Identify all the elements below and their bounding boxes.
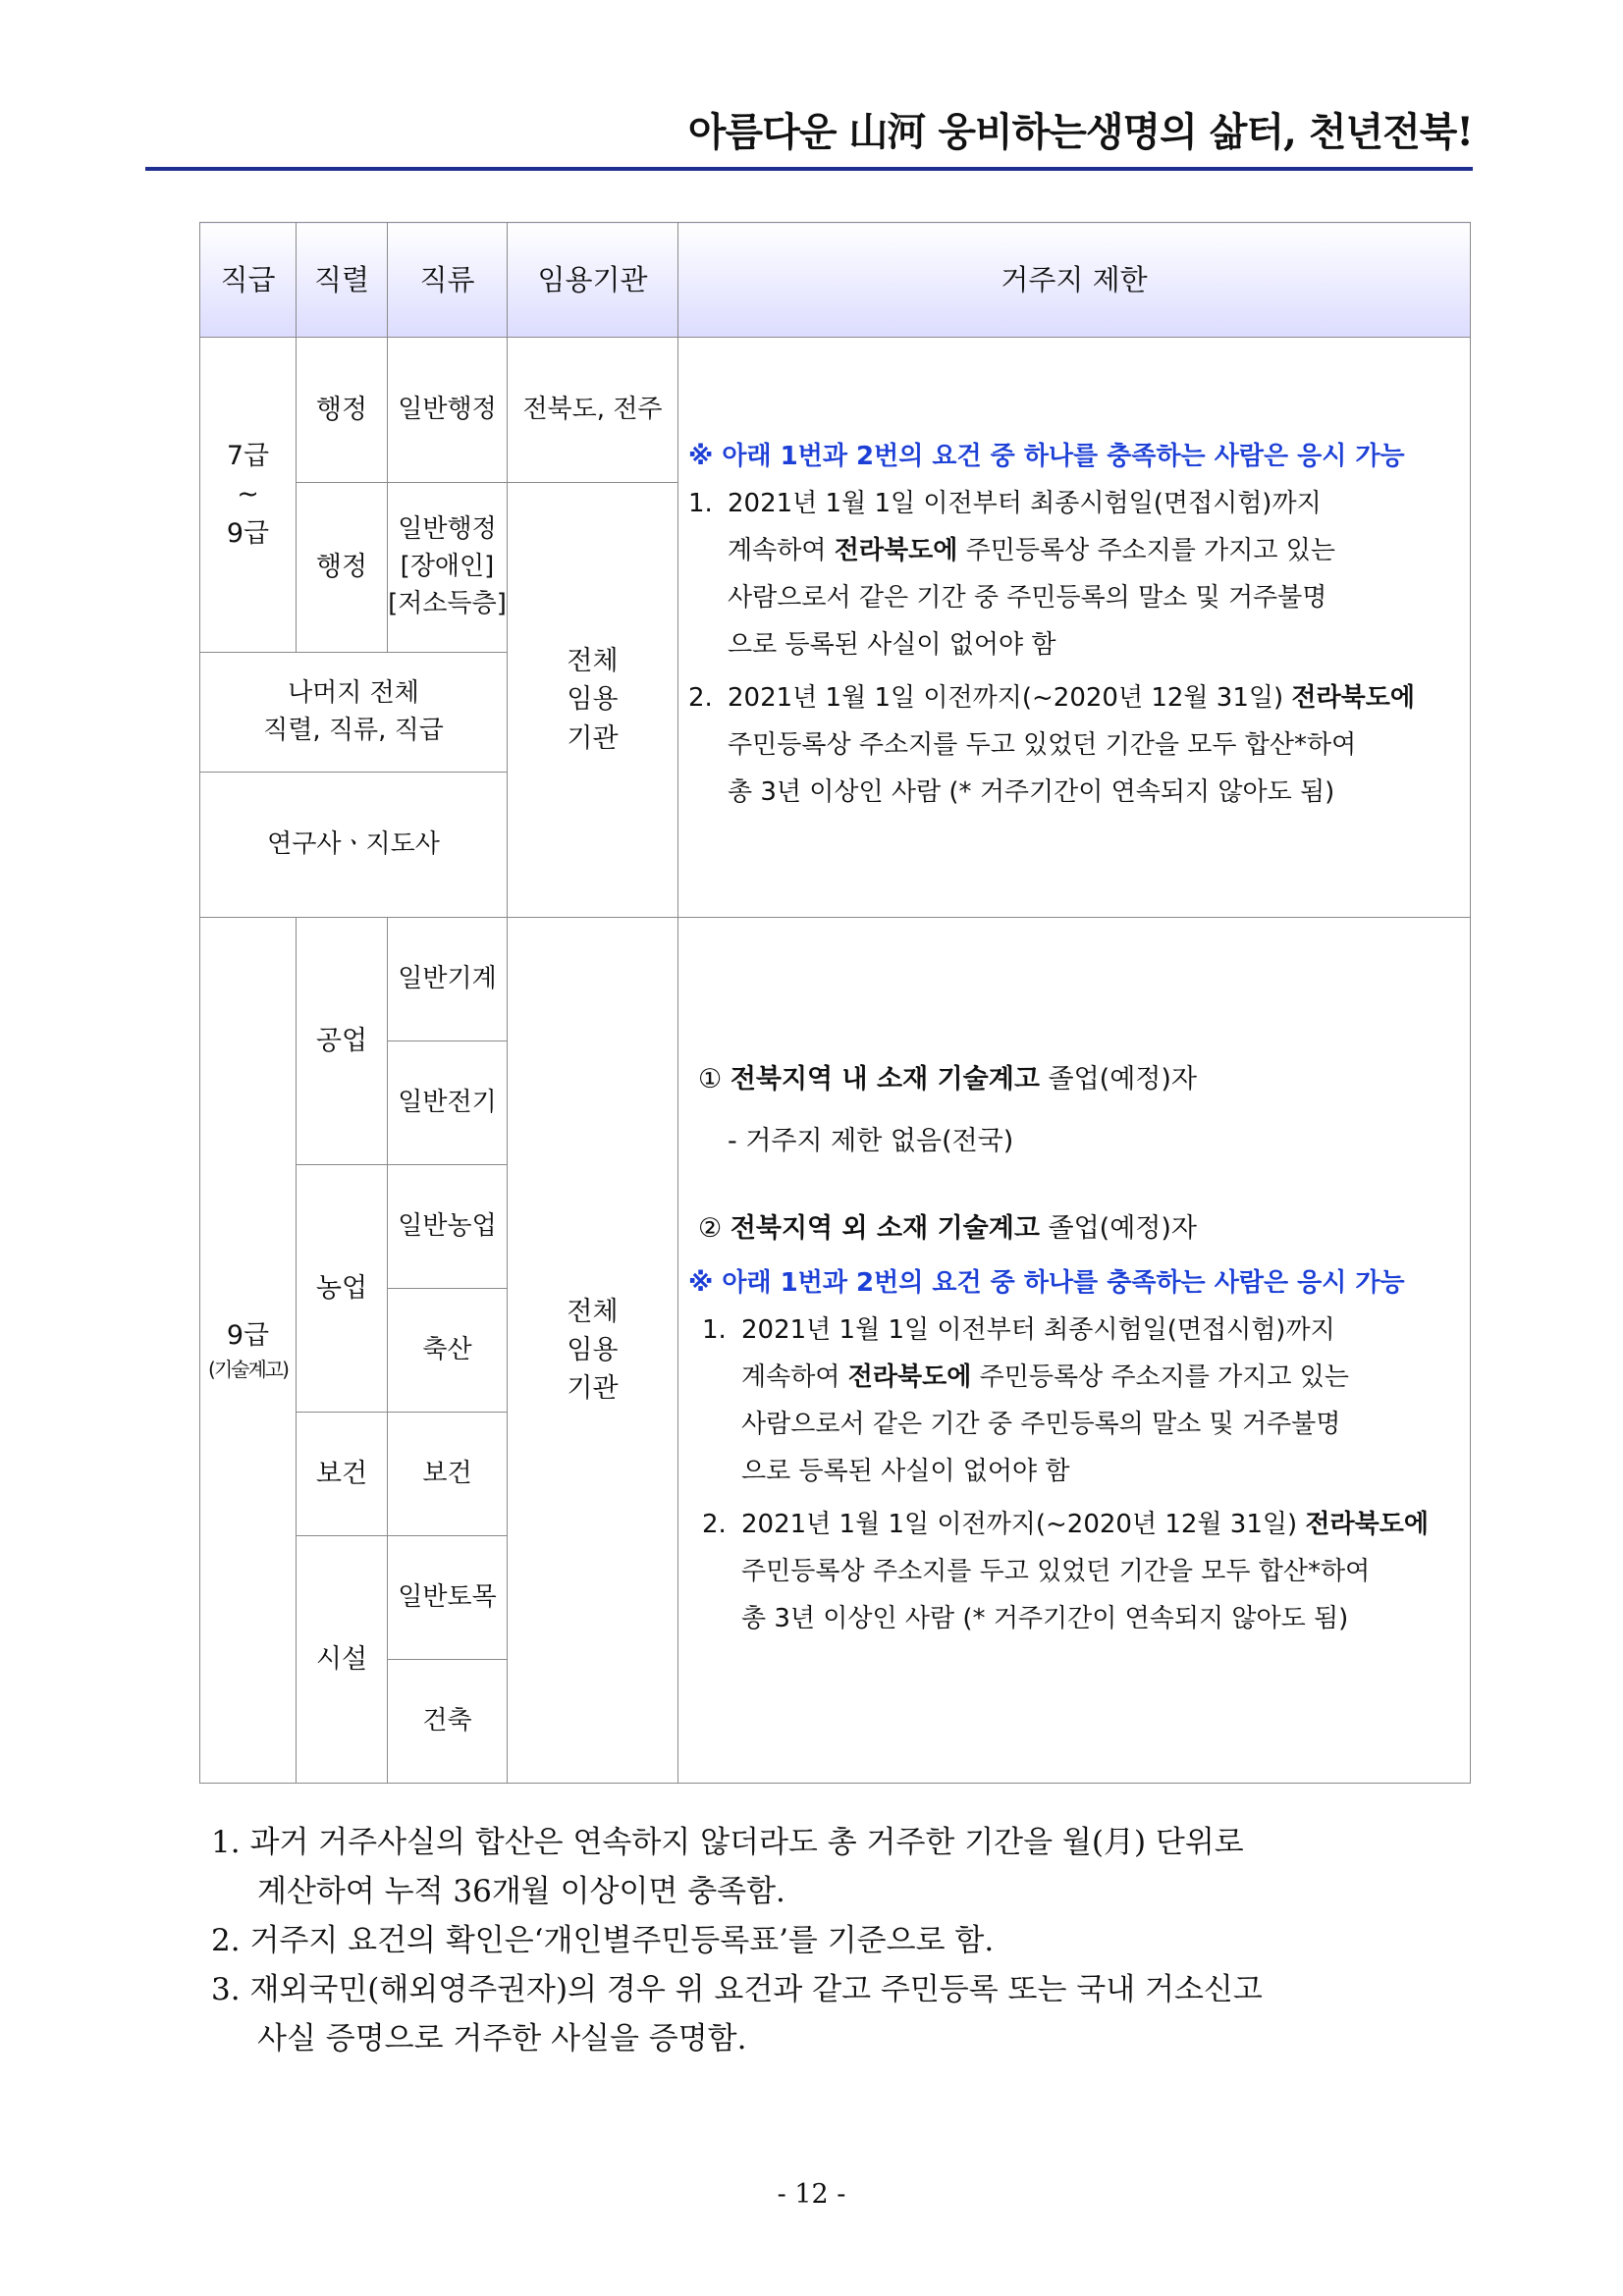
notice-text: ※ 아래 1번과 2번의 요건 중 하나를 충족하는 사람은 응시 가능 [688, 441, 1405, 471]
table-header-row [200, 223, 1471, 338]
restriction-item-1 [688, 1307, 1462, 1495]
header-agency: 임용기관 [508, 223, 678, 338]
grade-text: 9급 [226, 517, 270, 549]
page-header [145, 98, 1473, 171]
item-text: 주민등록상 주소지를 두고 있었던 기간을 모두 합산*하여 [728, 729, 1357, 760]
agency-text: 기관 [567, 1373, 619, 1405]
series-cell: 행정 [297, 338, 388, 483]
item-text-bold: 전라북도에 [1305, 1510, 1430, 1540]
item-number: 1. [688, 488, 713, 518]
header-restriction: 거주지 제한 [678, 223, 1471, 338]
grade-text: 7급 [226, 441, 270, 472]
series-cell: 시설 [297, 1536, 388, 1784]
class-cell: 일반전기 [388, 1041, 508, 1165]
agency-text: 임용 [567, 684, 619, 716]
class-cell [388, 483, 508, 653]
series-cell: 농업 [297, 1165, 388, 1413]
header-class: 직류 [388, 223, 508, 338]
table-row [200, 918, 1471, 1041]
agency-cell-all [508, 918, 678, 1784]
other-series-text: 나머지 전체 [288, 677, 419, 708]
circle-text-bold: 전북지역 외 소재 기술계고 [730, 1212, 1040, 1244]
circle-number: ② [698, 1212, 723, 1244]
item-text-bold: 전라북도에 [847, 1362, 972, 1392]
footnote-text: 사실 증명으로 거주한 사실을 증명함. [257, 2021, 747, 2056]
footnote-text: 재외국민(해외영주권자)의 경우 위 요건과 같고 주민등록 또는 국내 거소신고 [249, 1972, 1263, 2007]
item-text: 으로 등록된 사실이 없어야 함 [741, 1457, 1070, 1487]
item-text: 총 3년 이상인 사람 (* 거주기간이 연속되지 않아도 됨) [741, 1604, 1349, 1634]
restriction-item-1 [688, 480, 1462, 668]
footnote-number: 2. [211, 1923, 241, 1958]
circle-item-2 [688, 1207, 1462, 1250]
class-cell: 일반기계 [388, 918, 508, 1041]
circle-item-1 [688, 1058, 1462, 1100]
item-text: 2021년 1월 1일 이전부터 최종시험일(면접시험)까지 [728, 488, 1322, 518]
agency-text: 임용 [567, 1334, 619, 1365]
class-text: [저소득층] [388, 588, 507, 618]
footnote-2 [211, 1916, 1488, 1965]
footnote-number: 3. [211, 1972, 241, 2007]
item-text: 주민등록상 주소지를 두고 있었던 기간을 모두 합산*하여 [741, 1557, 1371, 1587]
class-text: 일반행정 [398, 514, 497, 545]
series-cell: 공업 [297, 918, 388, 1165]
footnote-text: 과거 거주사실의 합산은 연속하지 않더라도 총 거주한 기간을 월(月) 단위로 [249, 1825, 1244, 1860]
circle-text: 졸업(예정)자 [1039, 1212, 1197, 1244]
item-text: 2021년 1월 1일 이전까지(~2020년 12월 31일) [728, 682, 1292, 713]
series-cell: 보건 [297, 1413, 388, 1536]
class-text: [장애인] [400, 552, 495, 582]
item-text: 사람으로서 같은 기간 중 주민등록의 말소 및 거주불명 [741, 1409, 1341, 1439]
grade-text: 9급 [226, 1320, 270, 1352]
item-number: 1. [702, 1314, 727, 1345]
footnote-1 [211, 1818, 1488, 1916]
grade-cell-9-tech [200, 918, 297, 1784]
agency-cell-all [508, 483, 678, 918]
header-title: 아름다운 山河 웅비하는생명의 삶터, 천년전북! [687, 109, 1473, 155]
item-text: 으로 등록된 사실이 없어야 함 [728, 629, 1056, 660]
residence-restriction-table [199, 222, 1471, 1784]
item-number: 2. [688, 682, 713, 713]
other-series-text: 직렬, 직류, 직급 [263, 715, 444, 745]
item-text: 계속하여 [741, 1362, 848, 1392]
agency-text: 기관 [567, 722, 619, 754]
class-cell: 일반토목 [388, 1536, 508, 1660]
restriction-item-2 [688, 1501, 1462, 1642]
item-text-bold: 전라북도에 [1291, 682, 1416, 713]
agency-text: 전체 [567, 646, 619, 677]
researcher-cell: 연구사ㆍ지도사 [200, 773, 508, 918]
grade-cell-7-9 [200, 338, 297, 653]
notice-text: ※ 아래 1번과 2번의 요건 중 하나를 충족하는 사람은 응시 가능 [688, 1268, 1405, 1299]
class-cell: 일반농업 [388, 1165, 508, 1289]
item-text: 주민등록상 주소지를 가지고 있는 [971, 1362, 1350, 1392]
class-cell: 일반행정 [388, 338, 508, 483]
page-number: - 12 - [777, 2179, 846, 2210]
class-cell: 보건 [388, 1413, 508, 1536]
item-text: 총 3년 이상인 사람 (* 거주기간이 연속되지 않아도 됨) [728, 777, 1335, 808]
table-row [200, 338, 1471, 483]
restriction-cell-1 [678, 338, 1471, 918]
item-text: 2021년 1월 1일 이전까지(~2020년 12월 31일) [741, 1510, 1306, 1540]
grade-text: (기술계고) [208, 1357, 288, 1381]
item-text: 계속하여 [728, 535, 835, 565]
item-text: 사람으로서 같은 기간 중 주민등록의 말소 및 거주불명 [728, 582, 1327, 613]
footnote-3 [211, 1965, 1488, 2063]
footnote-text: 계산하여 누적 36개월 이상이면 충족함. [257, 1874, 785, 1909]
restriction-item-2 [688, 674, 1462, 816]
footnote-number: 1. [211, 1825, 241, 1860]
header-series: 직렬 [297, 223, 388, 338]
agency-text: 전체 [567, 1296, 619, 1327]
header-grade: 직급 [200, 223, 297, 338]
restriction-cell-2 [678, 918, 1471, 1784]
agency-cell: 전북도, 전주 [508, 338, 678, 483]
grade-text: ~ [237, 479, 259, 510]
circle-text: 졸업(예정)자 [1039, 1063, 1197, 1095]
class-cell: 건축 [388, 1660, 508, 1784]
other-series-cell [200, 653, 508, 773]
item-number: 2. [702, 1510, 727, 1540]
item-text-bold: 전라북도에 [834, 535, 958, 565]
series-cell: 행정 [297, 483, 388, 653]
circle-number: ① [698, 1063, 723, 1095]
dash-text: - 거주지 제한 없음(전국) [728, 1125, 1014, 1156]
item-text: 주민등록상 주소지를 가지고 있는 [957, 535, 1336, 565]
footnotes [211, 1818, 1488, 2063]
circle-text-bold: 전북지역 내 소재 기술계고 [730, 1063, 1040, 1095]
item-text: 2021년 1월 1일 이전부터 최종시험일(면접시험)까지 [741, 1314, 1335, 1345]
footnote-text: 거주지 요건의 확인은‘개인별주민등록표’를 기준으로 함. [249, 1923, 995, 1958]
class-cell: 축산 [388, 1289, 508, 1413]
